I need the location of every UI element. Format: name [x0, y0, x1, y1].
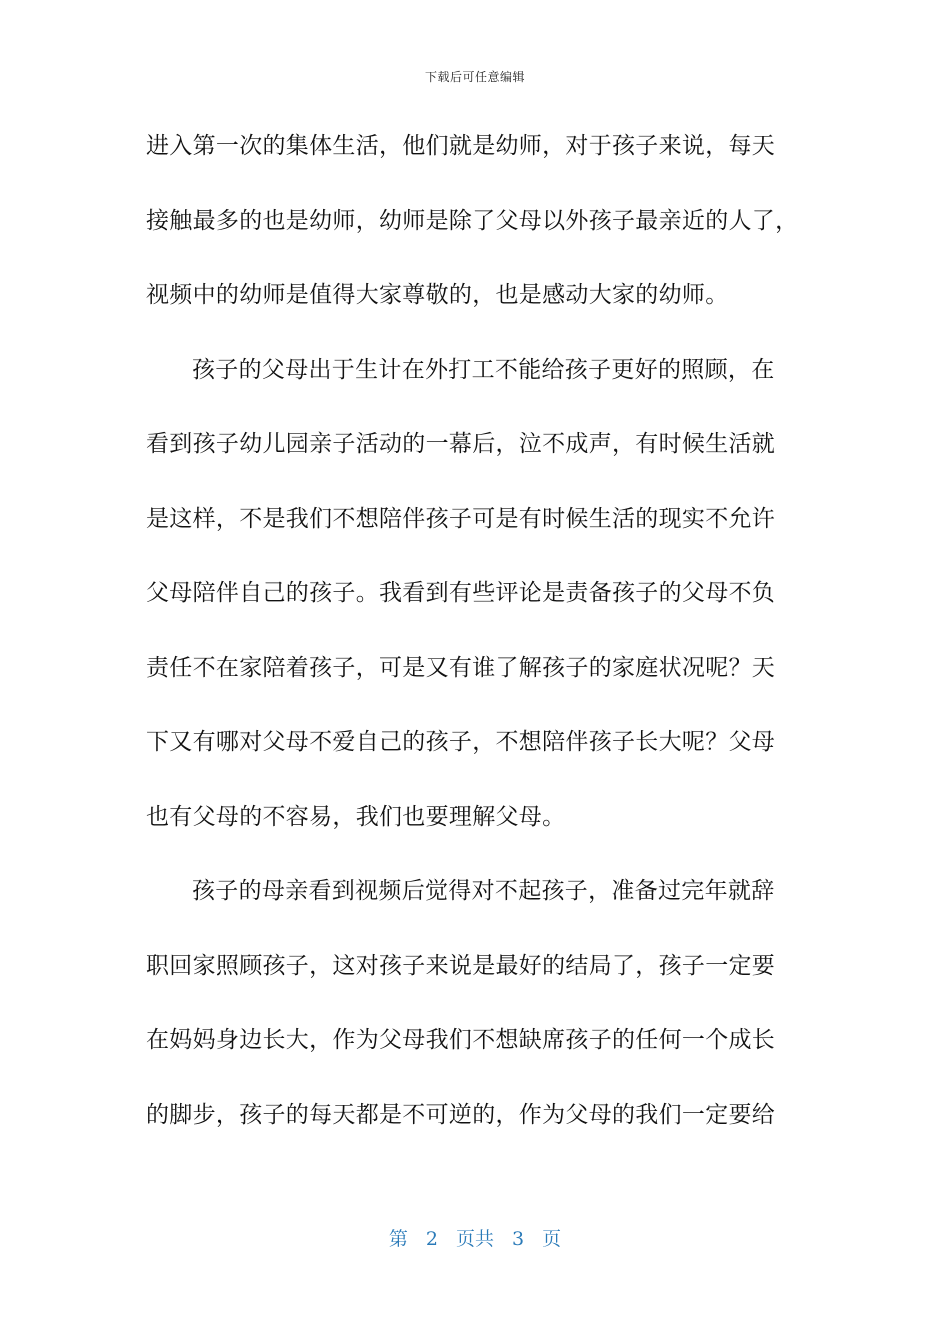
header-note: 下载后可任意编辑 — [424, 70, 525, 84]
body-text — [146, 124, 810, 1167]
text-line: 是这样，不是我们不想陪伴孩子可是有时候生活的现实不允许 — [146, 505, 776, 532]
text-line: 看到孩子幼儿园亲子活动的一幕后，泣不成声，有时候生活就 — [146, 431, 776, 457]
text-line: 下又有哪对父母不爱自己的孩子，不想陪伴孩子长大呢？父母 — [146, 729, 776, 755]
text-line: 在妈妈身边长大，作为父母我们不想缺席孩子的任何一个成长 — [146, 1027, 776, 1053]
text-line: 进入第一次的集体生活，他们就是幼师，对于孩子来说，每天 — [146, 133, 776, 159]
text-line: 视频中的幼师是值得大家尊敬的，也是感动大家的幼师。 — [146, 282, 729, 308]
text-line: 父母陪伴自己的孩子。我看到有些评论是责备孩子的父母不负 — [146, 580, 776, 606]
text-line: 职回家照顾孩子，这对孩子来说是最好的结局了，孩子一定要 — [146, 952, 776, 979]
text-line: 的脚步，孩子的每天都是不可逆的，作为父母的我们一定要给 — [146, 1101, 776, 1128]
text-line: 也有父母的不容易，我们也要理解父母。 — [146, 803, 566, 830]
page-number-footer: 第 2 页共 3 页 — [388, 1228, 562, 1250]
text-line: 孩子的父母出于生计在外打工不能给孩子更好的照顾，在 — [192, 356, 775, 383]
text-line: 孩子的母亲看到视频后觉得对不起孩子，准备过完年就辞 — [192, 878, 775, 904]
text-line: 责任不在家陪着孩子，可是又有谁了解孩子的家庭状况呢？天 — [146, 654, 776, 681]
text-line: 接触最多的也是幼师，幼师是除了父母以外孩子最亲近的人了， — [146, 207, 799, 234]
